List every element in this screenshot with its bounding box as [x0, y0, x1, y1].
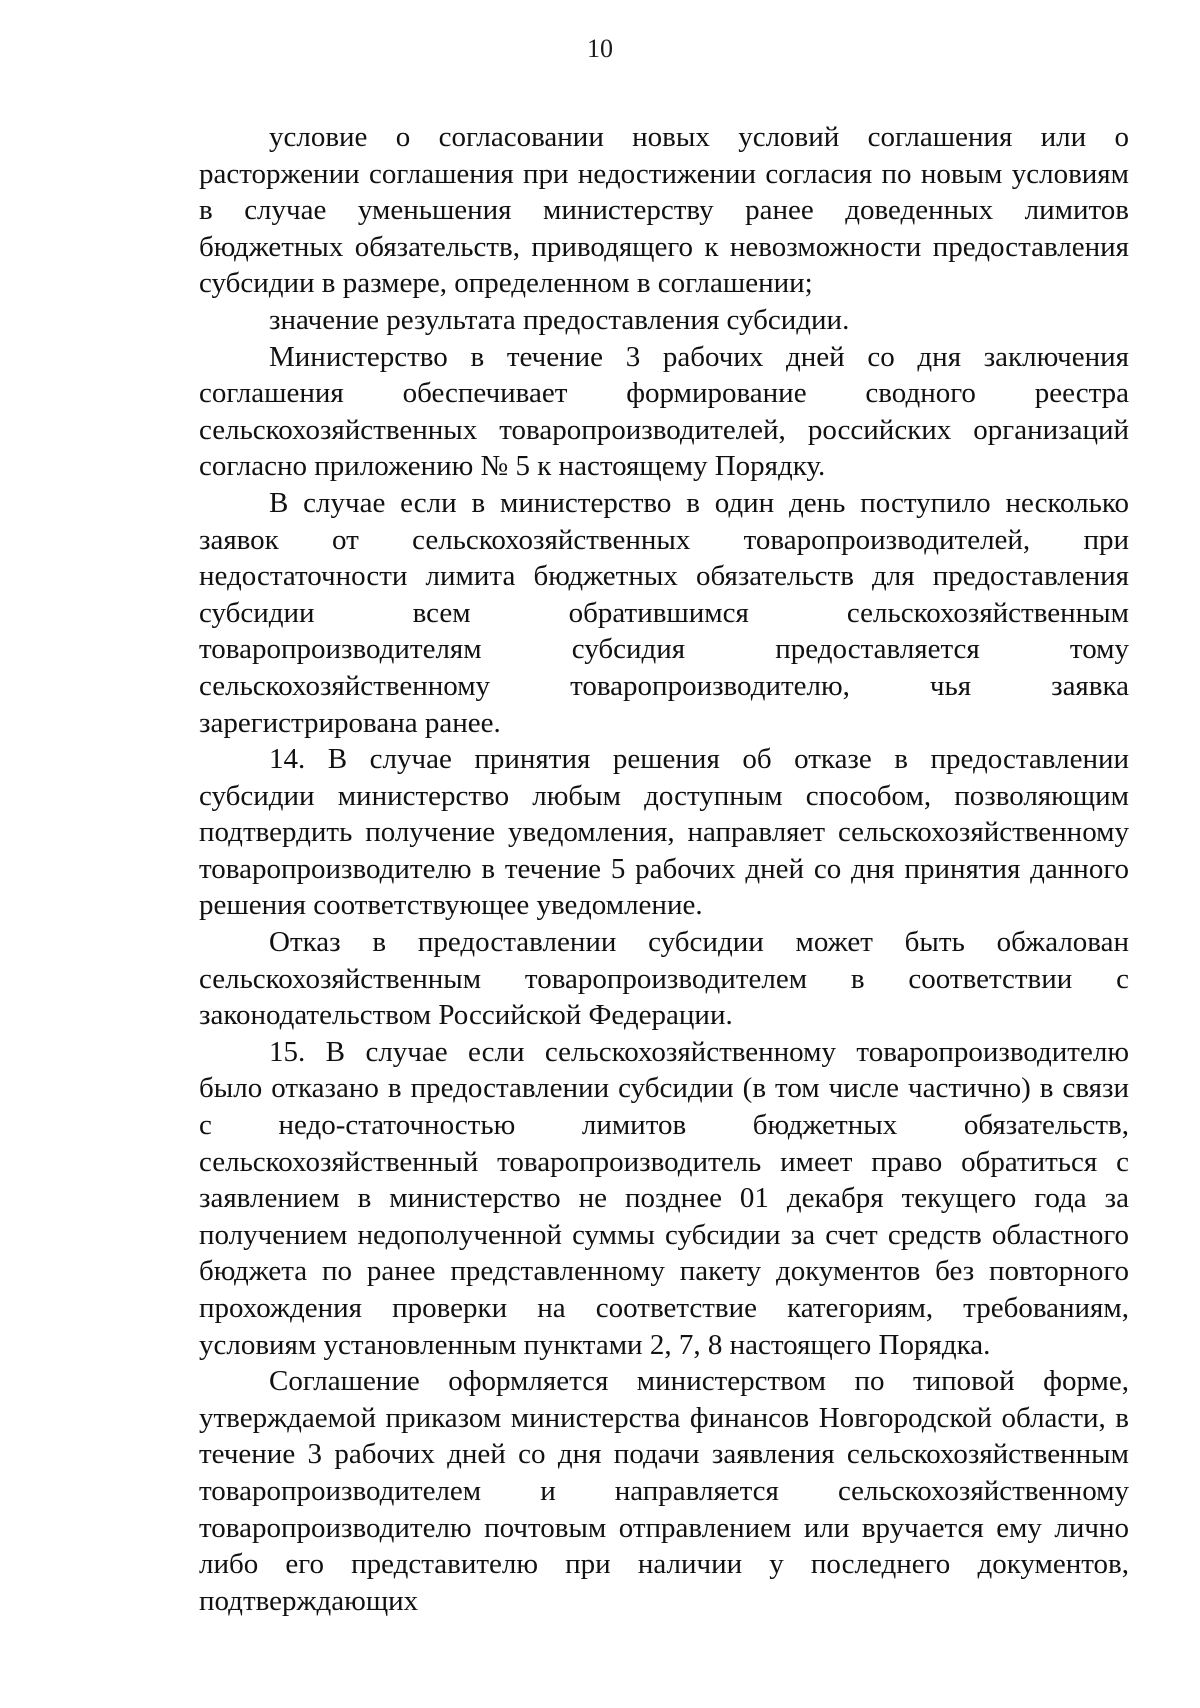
paragraph-multiple-applications: В случае если в министерство в один день поступило несколько заявок от сельскохозяйственных товаропроизводителей, при недостаточности лимита бюджетных обязательств для предоставления субсидии всем обратившимся сельскохозяйственным товаропроизводителям субсидия предоставляется тому сельскохозяйственному товаропроизводителю, чья заявка зарегистрирована ранее. [199, 486, 1129, 739]
paragraph-item-14: 14. В случае принятия решения об отказе в предоставлении субсидии министерство любым доступным способом, позволяющим подтвердить получение уведомления, направляет сельскохозяйственному товаропроизводителю в течение 5 рабочих дней со дня принятия данного решения соответствующее уведомление. [199, 743, 1129, 922]
document-body [199, 119, 1129, 1619]
paragraph-item-15: 15. В случае если сельскохозяйственному товаропроизводителю было отказано в предоставлении субсидии (в том числе частично) в связи с недо-статочностью лимитов бюджетных обязательств, сельскохозяйственный товаропроизводитель имеет право обратиться с заявлением в министерство не позднее 01 декабря текущего года за получением недополученной суммы субсидии за счет средств областного бюджета по ранее представленному пакету документов без повторного прохождения проверки на соответствие категориям, требованиям, условиям установленным пунктами 2, 7, 8 настоящего Порядка. [199, 1035, 1129, 1361]
paragraph-agreement-condition: условие о согласовании новых условий соглашения или о расторжении соглашения при недостижении согласия по новым условиям в случае уменьшения министерству ранее доведенных лимитов бюджетных обязательств, приводящего к невозможности предоставления субсидии в размере, определенном в соглашении; [199, 121, 1129, 300]
paragraph-registry-formation: Министерство в течение 3 рабочих дней со дня заключения соглашения обеспечивает формирование сводного реестра сельскохозяйственных товаропроизводителей, российских организаций согласно приложению № 5 к настоящему Порядку. [199, 340, 1129, 483]
paragraph-refusal-appeal: Отказ в предоставлении субсидии может быть обжалован сельскохозяйственным товаропроизводителем в соответствии с законодательством Российской Федерации. [199, 926, 1129, 1032]
paragraph-agreement-execution: Соглашение оформляется министерством по типовой форме, утверждаемой приказом министерства финансов Новгородской области, в течение 3 рабочих дней со дня подачи заявления сельскохозяйственным товаропроизводителем и направляется сельскохозяйственному товаропроизводителю почтовым отправлением или вручается ему лично либо его представителю при наличии у последнего документов, подтверждающих [199, 1365, 1129, 1617]
paragraph-result-value: значение результата предоставления субсидии. [269, 303, 850, 336]
page-number: 10 [587, 34, 613, 63]
